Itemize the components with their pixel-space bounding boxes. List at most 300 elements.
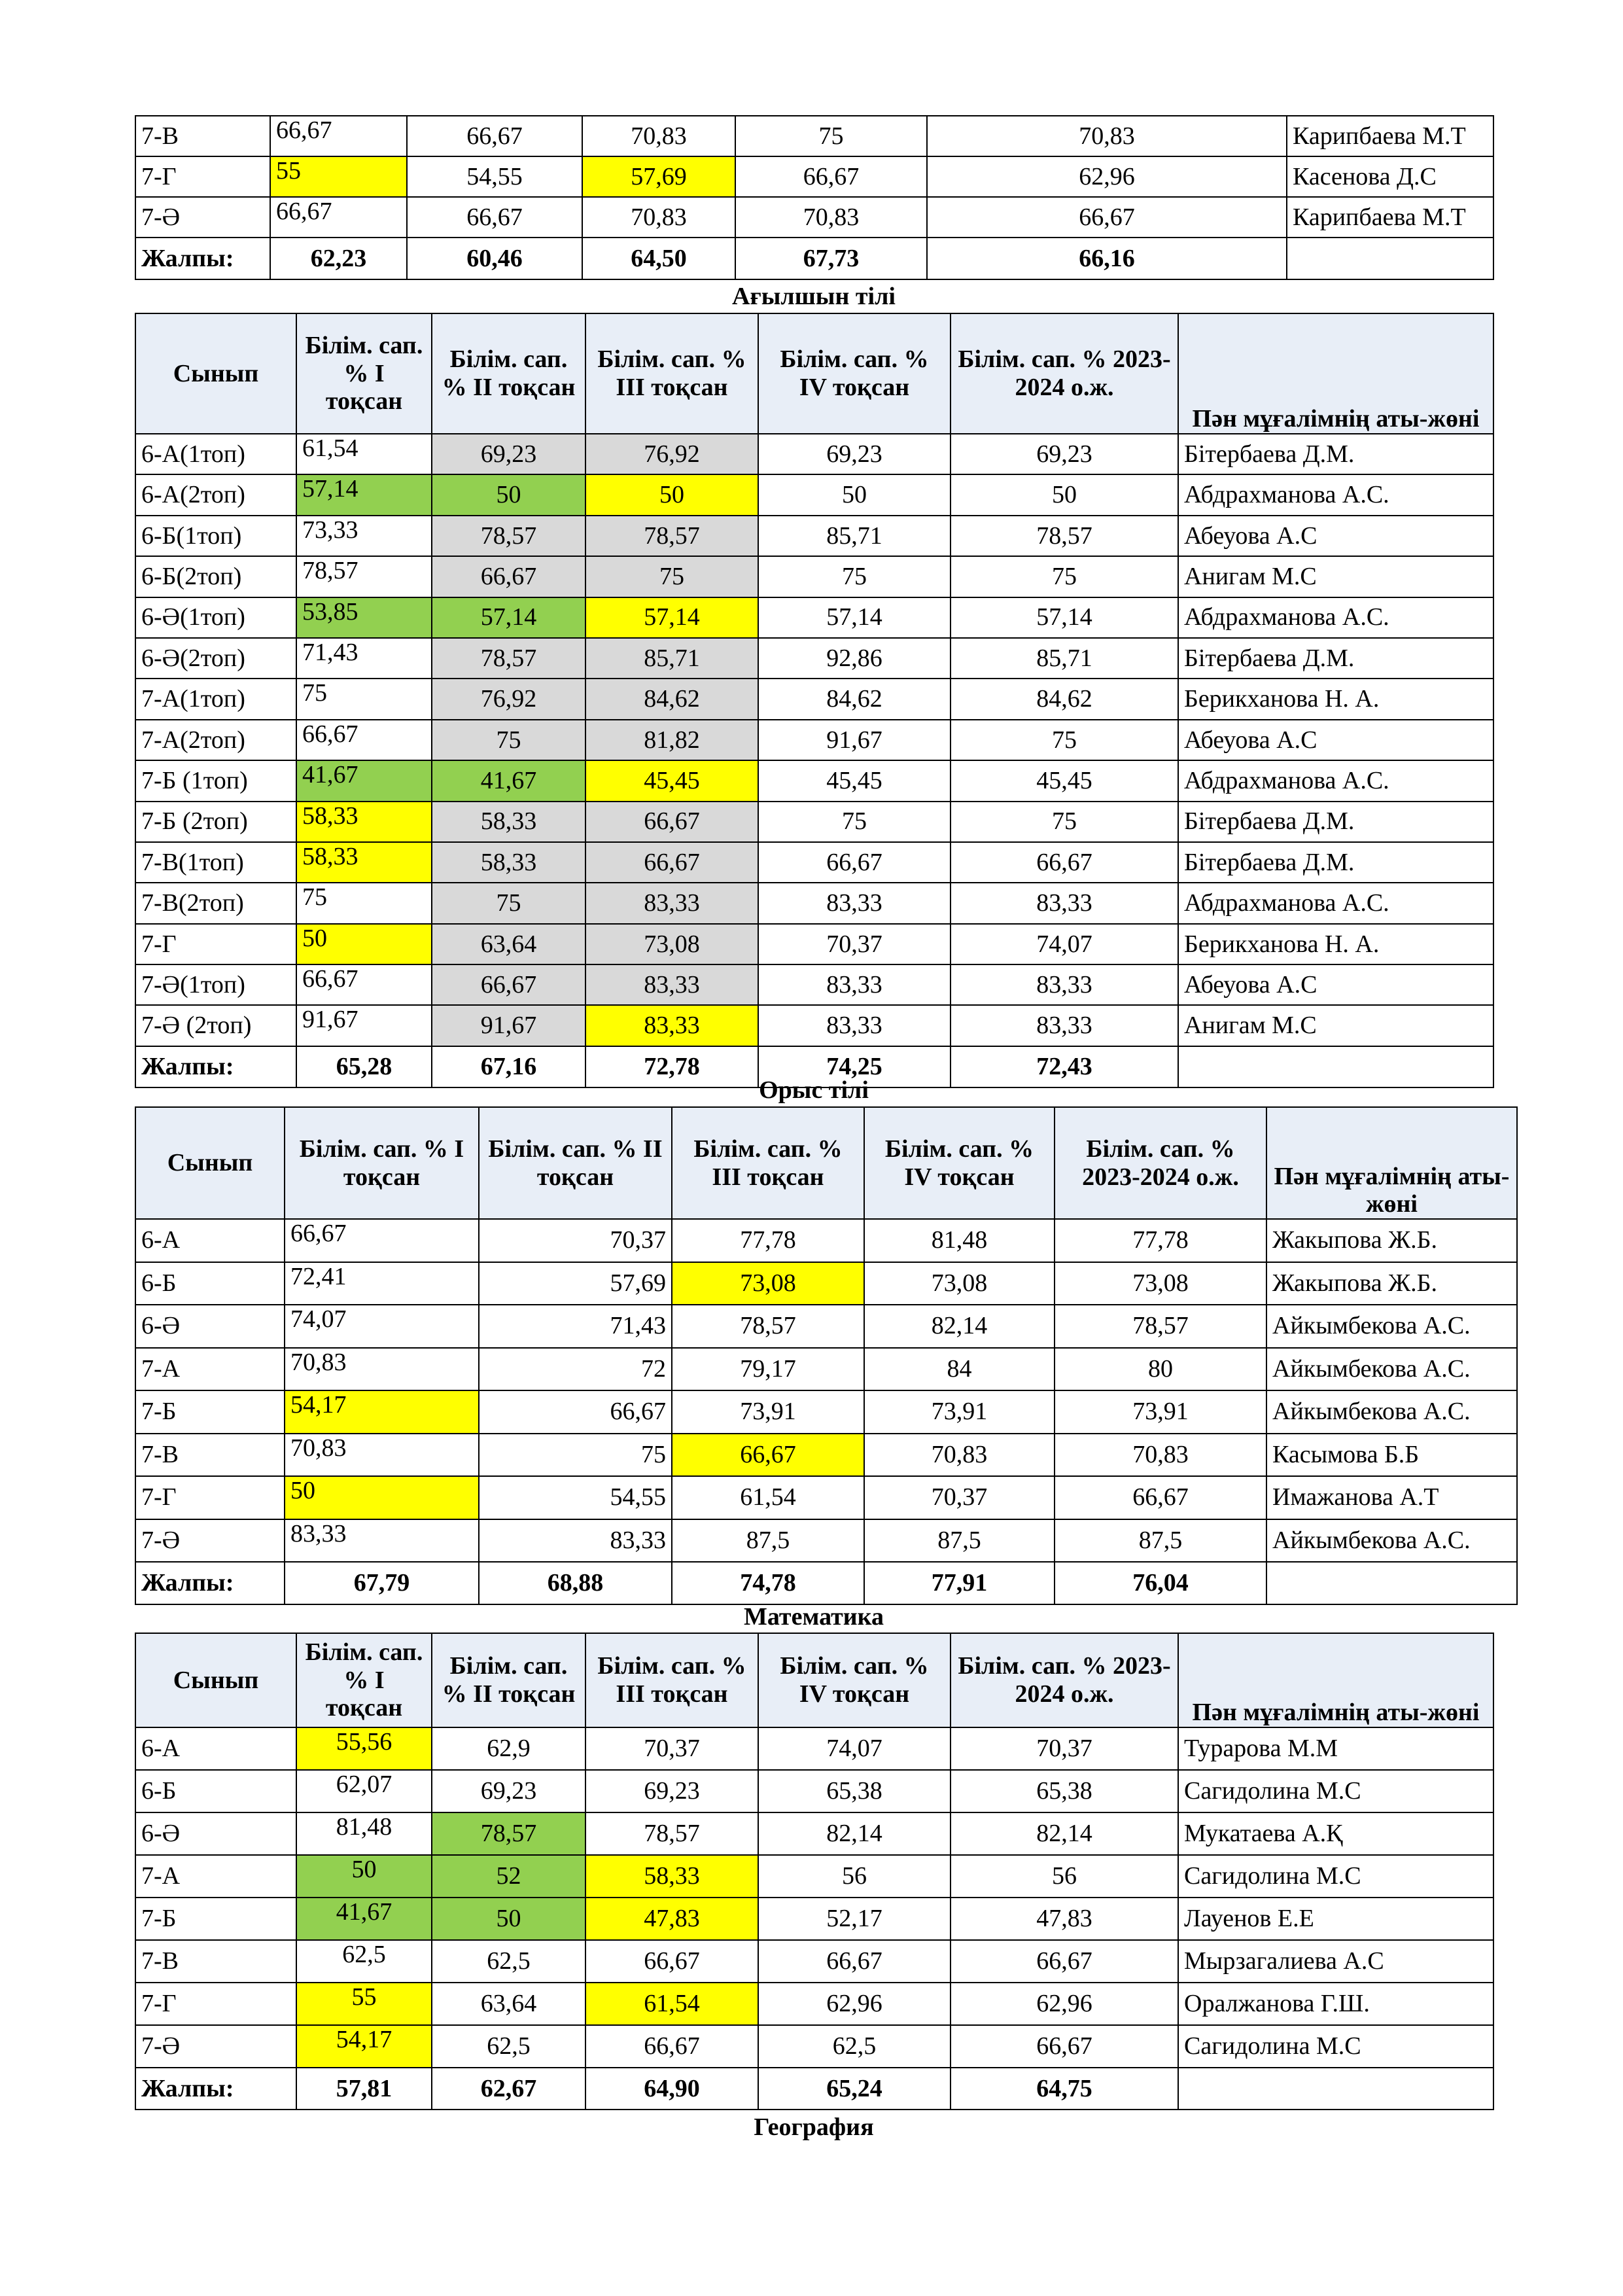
class-name-cell: 6-А xyxy=(135,1219,285,1262)
quality-value-cell: 58,33 xyxy=(585,1855,758,1898)
quality-value-cell: 70,83 xyxy=(927,116,1287,156)
quality-value-cell: 69,23 xyxy=(758,434,951,474)
column-header: Пән мұғалімнің аты-жөні xyxy=(1178,1633,1493,1727)
quality-value-cell: 72,41 xyxy=(285,1262,479,1305)
quality-value-cell: 63,64 xyxy=(432,1983,585,2025)
column-header: Білім. сап. % ІІІ тоқсан xyxy=(672,1107,864,1219)
quality-value-cell: 76,92 xyxy=(585,434,758,474)
quality-value-cell: 45,45 xyxy=(758,760,951,801)
table-row xyxy=(135,638,1493,679)
quality-value-cell: 83,33 xyxy=(758,964,951,1005)
teacher-name-cell: Анигам М.С xyxy=(1178,556,1493,597)
teacher-name-cell: Абеуова А.С xyxy=(1178,516,1493,556)
quality-value-cell: 66,67 xyxy=(407,197,582,238)
quality-value-cell: 66,67 xyxy=(296,720,432,760)
quality-value-cell: 66,67 xyxy=(951,2025,1178,2068)
quality-value-cell: 82,14 xyxy=(864,1305,1055,1348)
table-english xyxy=(135,313,1494,1088)
teacher-name-cell: Берикханова Н. А. xyxy=(1178,924,1493,964)
quality-value-cell: 58,33 xyxy=(296,802,432,842)
quality-value-cell: 70,37 xyxy=(758,924,951,964)
quality-value-cell: 66,67 xyxy=(758,1940,951,1983)
quality-value-cell: 54,17 xyxy=(296,2025,432,2068)
quality-value-cell: 54,55 xyxy=(407,156,582,197)
table-row xyxy=(135,720,1493,760)
quality-value-cell: 66,67 xyxy=(285,1219,479,1262)
teacher-name-cell: Оралжанова Г.Ш. xyxy=(1178,1983,1493,2025)
quality-value-cell: 79,17 xyxy=(672,1348,864,1391)
quality-value-cell: 50 xyxy=(296,924,432,964)
quality-value-cell: 75 xyxy=(432,883,585,923)
teacher-name-cell: Мырзагалиева А.С xyxy=(1178,1940,1493,1983)
quality-value-cell: 75 xyxy=(296,883,432,923)
quality-value-cell: 78,57 xyxy=(672,1305,864,1348)
quality-value-cell: 75 xyxy=(951,556,1178,597)
table-row xyxy=(135,1812,1493,1855)
quality-value-cell: 69,23 xyxy=(951,434,1178,474)
quality-value-cell: 50 xyxy=(432,1898,585,1940)
table-row xyxy=(135,474,1493,515)
quality-value-cell: 66,67 xyxy=(270,116,407,156)
quality-value-cell: 83,33 xyxy=(585,964,758,1005)
column-header: Білім. сап. % ІV тоқсан xyxy=(758,1633,951,1727)
quality-value-cell: 56 xyxy=(951,1855,1178,1898)
class-name-cell: 7-Г xyxy=(135,1476,285,1519)
total-label: Жалпы: xyxy=(135,1046,296,1087)
header-row xyxy=(135,1633,1493,1727)
quality-value-cell: 52,17 xyxy=(758,1898,951,1940)
teacher-name-cell: Бітербаева Д.М. xyxy=(1178,802,1493,842)
quality-value-cell: 85,71 xyxy=(758,516,951,556)
teacher-name-cell: Айкымбекова А.С. xyxy=(1266,1348,1517,1391)
quality-value-cell: 73,08 xyxy=(672,1262,864,1305)
quality-value-cell: 62,5 xyxy=(296,1940,432,1983)
quality-value-cell: 83,33 xyxy=(585,1005,758,1046)
teacher-name-cell: Айкымбекова А.С. xyxy=(1266,1519,1517,1563)
quality-value-cell: 83,33 xyxy=(585,883,758,923)
teacher-name-cell: Сагидолина М.С xyxy=(1178,1855,1493,1898)
column-header: Білім. сап. % 2023-2024 о.ж. xyxy=(951,1633,1178,1727)
total-value: 72,78 xyxy=(585,1046,758,1087)
class-name-cell: 6-А xyxy=(135,1727,296,1770)
class-name-cell: 7-В(1топ) xyxy=(135,842,296,883)
class-name-cell: 7-Б xyxy=(135,1390,285,1434)
quality-value-cell: 66,67 xyxy=(735,156,927,197)
class-name-cell: 7-А(2топ) xyxy=(135,720,296,760)
quality-value-cell: 41,67 xyxy=(296,1898,432,1940)
total-label: Жалпы: xyxy=(135,2068,296,2110)
total-value xyxy=(1287,238,1493,279)
quality-value-cell: 70,83 xyxy=(735,197,927,238)
table-row xyxy=(135,1983,1493,2025)
table-row xyxy=(135,1519,1517,1563)
quality-value-cell: 57,14 xyxy=(432,597,585,638)
quality-value-cell: 53,85 xyxy=(296,597,432,638)
column-header: Білім. сап. % І тоқсан xyxy=(285,1107,479,1219)
column-header: Білім. сап. % ІІ тоқсан xyxy=(432,1633,585,1727)
table-row xyxy=(135,1390,1517,1434)
teacher-name-cell: Касымова Б.Б xyxy=(1266,1434,1517,1477)
section-title-english: Ағылшын тілі xyxy=(732,283,896,310)
table-row xyxy=(135,802,1493,842)
class-name-cell: 7-А(1топ) xyxy=(135,679,296,719)
table-row xyxy=(135,760,1493,801)
teacher-name-cell: Лауенов Е.Е xyxy=(1178,1898,1493,1940)
quality-value-cell: 85,71 xyxy=(951,638,1178,679)
class-name-cell: 7-Г xyxy=(135,1983,296,2025)
quality-value-cell: 62,96 xyxy=(758,1983,951,2025)
quality-value-cell: 87,5 xyxy=(864,1519,1055,1563)
class-name-cell: 7-Г xyxy=(135,156,270,197)
table-row xyxy=(135,1219,1517,1262)
class-name-cell: 7-В xyxy=(135,1940,296,1983)
quality-value-cell: 75 xyxy=(296,679,432,719)
quality-value-cell: 71,43 xyxy=(296,638,432,679)
quality-value-cell: 78,57 xyxy=(585,1812,758,1855)
class-name-cell: 7-Ә xyxy=(135,2025,296,2068)
quality-value-cell: 83,33 xyxy=(758,1005,951,1046)
quality-value-cell: 54,17 xyxy=(285,1390,479,1434)
quality-value-cell: 78,57 xyxy=(1055,1305,1266,1348)
header-row xyxy=(135,1107,1517,1219)
quality-value-cell: 70,83 xyxy=(285,1434,479,1477)
quality-value-cell: 66,67 xyxy=(585,1940,758,1983)
quality-value-cell: 57,69 xyxy=(479,1262,672,1305)
total-value: 65,24 xyxy=(758,2068,951,2110)
quality-value-cell: 54,55 xyxy=(479,1476,672,1519)
table-row xyxy=(135,434,1493,474)
table-row xyxy=(135,1770,1493,1812)
teacher-name-cell: Абдрахманова А.С. xyxy=(1178,474,1493,515)
column-header: Сынып xyxy=(135,313,296,434)
table-row xyxy=(135,1940,1493,1983)
teacher-name-cell: Жакыпова Ж.Б. xyxy=(1266,1262,1517,1305)
total-value: 76,04 xyxy=(1055,1562,1266,1604)
quality-value-cell: 66,67 xyxy=(407,116,582,156)
quality-value-cell: 84 xyxy=(864,1348,1055,1391)
quality-value-cell: 74,07 xyxy=(951,924,1178,964)
table-row xyxy=(135,556,1493,597)
quality-value-cell: 66,67 xyxy=(1055,1476,1266,1519)
quality-value-cell: 70,83 xyxy=(864,1434,1055,1477)
quality-value-cell: 45,45 xyxy=(951,760,1178,801)
quality-value-cell: 41,67 xyxy=(432,760,585,801)
teacher-name-cell: Касенова Д.С xyxy=(1287,156,1493,197)
quality-value-cell: 50 xyxy=(285,1476,479,1519)
total-value: 67,79 xyxy=(285,1562,479,1604)
quality-value-cell: 73,91 xyxy=(672,1390,864,1434)
quality-value-cell: 71,43 xyxy=(479,1305,672,1348)
class-name-cell: 7-Г xyxy=(135,924,296,964)
quality-value-cell: 73,91 xyxy=(1055,1390,1266,1434)
total-value: 74,25 xyxy=(758,1046,951,1087)
quality-value-cell: 62,96 xyxy=(927,156,1287,197)
column-header: Пән мұғалімнің аты-жөні xyxy=(1266,1107,1517,1219)
quality-value-cell: 85,71 xyxy=(585,638,758,679)
quality-value-cell: 62,5 xyxy=(432,1940,585,1983)
quality-value-cell: 75 xyxy=(758,556,951,597)
quality-value-cell: 70,37 xyxy=(864,1476,1055,1519)
section-title-geography: География xyxy=(754,2113,874,2141)
column-header: Білім. сап. % ІV тоқсан xyxy=(758,313,951,434)
quality-value-cell: 58,33 xyxy=(432,802,585,842)
total-label: Жалпы: xyxy=(135,1562,285,1604)
quality-value-cell: 55,56 xyxy=(296,1727,432,1770)
total-value: 64,50 xyxy=(582,238,735,279)
quality-value-cell: 57,69 xyxy=(582,156,735,197)
quality-value-cell: 57,14 xyxy=(296,474,432,515)
total-value: 64,75 xyxy=(951,2068,1178,2110)
class-name-cell: 7-В xyxy=(135,1434,285,1477)
teacher-name-cell: Бітербаева Д.М. xyxy=(1178,842,1493,883)
column-header: Білім. сап. % ІІ тоқсан xyxy=(479,1107,672,1219)
quality-value-cell: 65,38 xyxy=(758,1770,951,1812)
quality-value-cell: 84,62 xyxy=(585,679,758,719)
total-row xyxy=(135,2068,1493,2110)
quality-value-cell: 50 xyxy=(758,474,951,515)
class-name-cell: 7-В(2топ) xyxy=(135,883,296,923)
class-name-cell: 6-Б(1топ) xyxy=(135,516,296,556)
table-row xyxy=(135,1005,1493,1046)
quality-value-cell: 52 xyxy=(432,1855,585,1898)
quality-value-cell: 70,37 xyxy=(479,1219,672,1262)
class-name-cell: 6-А(2топ) xyxy=(135,474,296,515)
total-value: 67,73 xyxy=(735,238,927,279)
quality-value-cell: 78,57 xyxy=(432,516,585,556)
quality-value-cell: 70,37 xyxy=(951,1727,1178,1770)
table-row xyxy=(135,1348,1517,1391)
quality-value-cell: 65,38 xyxy=(951,1770,1178,1812)
quality-value-cell: 61,54 xyxy=(585,1983,758,2025)
quality-value-cell: 57,14 xyxy=(585,597,758,638)
quality-value-cell: 66,67 xyxy=(758,842,951,883)
class-name-cell: 7-Ә(1топ) xyxy=(135,964,296,1005)
quality-value-cell: 70,83 xyxy=(285,1348,479,1391)
class-name-cell: 7-В xyxy=(135,116,270,156)
quality-value-cell: 81,82 xyxy=(585,720,758,760)
table-mathematics xyxy=(135,1633,1494,2110)
quality-value-cell: 73,08 xyxy=(1055,1262,1266,1305)
teacher-name-cell: Абдрахманова А.С. xyxy=(1178,883,1493,923)
quality-value-cell: 66,67 xyxy=(951,842,1178,883)
quality-value-cell: 82,14 xyxy=(758,1812,951,1855)
quality-value-cell: 70,83 xyxy=(1055,1434,1266,1477)
quality-value-cell: 74,07 xyxy=(285,1305,479,1348)
table-row xyxy=(135,197,1493,238)
class-name-cell: 6-А(1топ) xyxy=(135,434,296,474)
teacher-name-cell: Карипбаева М.Т xyxy=(1287,116,1493,156)
quality-value-cell: 66,67 xyxy=(585,2025,758,2068)
quality-value-cell: 75 xyxy=(758,802,951,842)
table-row xyxy=(135,964,1493,1005)
quality-value-cell: 91,67 xyxy=(432,1005,585,1046)
table-row xyxy=(135,1898,1493,1940)
teacher-name-cell: Турарова М.М xyxy=(1178,1727,1493,1770)
quality-value-cell: 78,57 xyxy=(432,638,585,679)
teacher-name-cell: Абдрахманова А.С. xyxy=(1178,760,1493,801)
quality-value-cell: 87,5 xyxy=(1055,1519,1266,1563)
quality-value-cell: 41,67 xyxy=(296,760,432,801)
total-value: 64,90 xyxy=(585,2068,758,2110)
class-name-cell: 7-Б xyxy=(135,1898,296,1940)
teacher-name-cell: Абдрахманова А.С. xyxy=(1178,597,1493,638)
quality-value-cell: 66,67 xyxy=(270,197,407,238)
table-row xyxy=(135,156,1493,197)
table-russian xyxy=(135,1106,1518,1605)
quality-value-cell: 55 xyxy=(270,156,407,197)
quality-value-cell: 66,67 xyxy=(432,964,585,1005)
section-title-russian: Орыс тілі xyxy=(759,1076,869,1104)
quality-value-cell: 75 xyxy=(735,116,927,156)
quality-value-cell: 62,07 xyxy=(296,1770,432,1812)
quality-value-cell: 63,64 xyxy=(432,924,585,964)
quality-value-cell: 73,91 xyxy=(864,1390,1055,1434)
quality-value-cell: 78,57 xyxy=(951,516,1178,556)
total-label: Жалпы: xyxy=(135,238,270,279)
quality-value-cell: 83,33 xyxy=(951,883,1178,923)
quality-value-cell: 70,83 xyxy=(582,116,735,156)
table-row xyxy=(135,1305,1517,1348)
quality-value-cell: 62,96 xyxy=(951,1983,1178,2025)
quality-value-cell: 56 xyxy=(758,1855,951,1898)
quality-value-cell: 92,86 xyxy=(758,638,951,679)
quality-value-cell: 87,5 xyxy=(672,1519,864,1563)
total-value: 77,91 xyxy=(864,1562,1055,1604)
quality-value-cell: 70,83 xyxy=(582,197,735,238)
quality-value-cell: 83,33 xyxy=(951,1005,1178,1046)
quality-value-cell: 78,57 xyxy=(296,556,432,597)
quality-value-cell: 91,67 xyxy=(296,1005,432,1046)
quality-value-cell: 80 xyxy=(1055,1348,1266,1391)
quality-value-cell: 75 xyxy=(479,1434,672,1477)
table-row xyxy=(135,1476,1517,1519)
quality-value-cell: 75 xyxy=(951,802,1178,842)
teacher-name-cell: Жакыпова Ж.Б. xyxy=(1266,1219,1517,1262)
column-header: Білім. сап. % ІV тоқсан xyxy=(864,1107,1055,1219)
column-header: Пән мұғалімнің аты-жөні xyxy=(1178,313,1493,434)
quality-value-cell: 72 xyxy=(479,1348,672,1391)
total-row xyxy=(135,1562,1517,1604)
teacher-name-cell: Сагидолина М.С xyxy=(1178,2025,1493,2068)
quality-value-cell: 91,67 xyxy=(758,720,951,760)
quality-value-cell: 77,78 xyxy=(672,1219,864,1262)
column-header: Білім. сап. % ІІІ тоқсан xyxy=(585,1633,758,1727)
total-value: 62,67 xyxy=(432,2068,585,2110)
class-name-cell: 7-Ә xyxy=(135,1519,285,1563)
total-value: 60,46 xyxy=(407,238,582,279)
quality-value-cell: 62,5 xyxy=(758,2025,951,2068)
quality-value-cell: 61,54 xyxy=(672,1476,864,1519)
class-name-cell: 7-А xyxy=(135,1855,296,1898)
quality-value-cell: 66,67 xyxy=(585,802,758,842)
quality-value-cell: 62,9 xyxy=(432,1727,585,1770)
quality-value-cell: 50 xyxy=(585,474,758,515)
quality-value-cell: 77,78 xyxy=(1055,1219,1266,1262)
total-value: 68,88 xyxy=(479,1562,672,1604)
table-continuation xyxy=(135,115,1494,280)
teacher-name-cell: Мукатаева А.Қ xyxy=(1178,1812,1493,1855)
total-row xyxy=(135,238,1493,279)
table-row xyxy=(135,516,1493,556)
teacher-name-cell: Анигам М.С xyxy=(1178,1005,1493,1046)
quality-value-cell: 73,08 xyxy=(864,1262,1055,1305)
quality-value-cell: 69,23 xyxy=(432,1770,585,1812)
quality-value-cell: 81,48 xyxy=(296,1812,432,1855)
total-value: 72,43 xyxy=(951,1046,1178,1087)
teacher-name-cell: Айкымбекова А.С. xyxy=(1266,1390,1517,1434)
quality-value-cell: 66,67 xyxy=(432,556,585,597)
total-value: 65,28 xyxy=(296,1046,432,1087)
quality-value-cell: 83,33 xyxy=(479,1519,672,1563)
quality-value-cell: 75 xyxy=(585,556,758,597)
table-row xyxy=(135,1434,1517,1477)
quality-value-cell: 50 xyxy=(951,474,1178,515)
quality-value-cell: 66,67 xyxy=(672,1434,864,1477)
quality-value-cell: 84,62 xyxy=(758,679,951,719)
quality-value-cell: 66,67 xyxy=(479,1390,672,1434)
total-value xyxy=(1178,2068,1493,2110)
column-header: Білім. сап. % ІІІ тоқсан xyxy=(585,313,758,434)
class-name-cell: 7-Б (1топ) xyxy=(135,760,296,801)
quality-value-cell: 75 xyxy=(432,720,585,760)
quality-value-cell: 47,83 xyxy=(585,1898,758,1940)
column-header: Білім. сап. % І тоқсан xyxy=(296,313,432,434)
teacher-name-cell: Абеуова А.С xyxy=(1178,720,1493,760)
quality-value-cell: 70,37 xyxy=(585,1727,758,1770)
table-row xyxy=(135,883,1493,923)
quality-value-cell: 69,23 xyxy=(585,1770,758,1812)
column-header: Білім. сап. % 2023-2024 о.ж. xyxy=(1055,1107,1266,1219)
quality-value-cell: 66,67 xyxy=(296,964,432,1005)
class-name-cell: 6-Ә xyxy=(135,1812,296,1855)
class-name-cell: 7-Ә xyxy=(135,197,270,238)
teacher-name-cell: Берикханова Н. А. xyxy=(1178,679,1493,719)
quality-value-cell: 75 xyxy=(951,720,1178,760)
quality-value-cell: 83,33 xyxy=(285,1519,479,1563)
class-name-cell: 7-А xyxy=(135,1348,285,1391)
column-header: Білім. сап. % ІІ тоқсан xyxy=(432,313,585,434)
table-row xyxy=(135,116,1493,156)
quality-value-cell: 83,33 xyxy=(951,964,1178,1005)
quality-value-cell: 58,33 xyxy=(432,842,585,883)
total-value: 57,81 xyxy=(296,2068,432,2110)
column-header: Білім. сап. % 2023-2024 о.ж. xyxy=(951,313,1178,434)
table-row xyxy=(135,597,1493,638)
quality-value-cell: 55 xyxy=(296,1983,432,2025)
column-header: Сынып xyxy=(135,1107,285,1219)
teacher-name-cell: Айкымбекова А.С. xyxy=(1266,1305,1517,1348)
quality-value-cell: 47,83 xyxy=(951,1898,1178,1940)
quality-value-cell: 66,67 xyxy=(951,1940,1178,1983)
table-row xyxy=(135,679,1493,719)
total-value: 66,16 xyxy=(927,238,1287,279)
class-name-cell: 7-Б (2топ) xyxy=(135,802,296,842)
class-name-cell: 7-Ә (2топ) xyxy=(135,1005,296,1046)
class-name-cell: 6-Ә(1топ) xyxy=(135,597,296,638)
total-value: 62,23 xyxy=(270,238,407,279)
column-header: Білім. сап. % І тоқсан xyxy=(296,1633,432,1727)
quality-value-cell: 50 xyxy=(296,1855,432,1898)
quality-value-cell: 50 xyxy=(432,474,585,515)
teacher-name-cell: Имажанова А.Т xyxy=(1266,1476,1517,1519)
quality-value-cell: 73,33 xyxy=(296,516,432,556)
teacher-name-cell: Карипбаева М.Т xyxy=(1287,197,1493,238)
class-name-cell: 6-Ә(2топ) xyxy=(135,638,296,679)
quality-value-cell: 78,57 xyxy=(585,516,758,556)
quality-value-cell: 82,14 xyxy=(951,1812,1178,1855)
table-row xyxy=(135,1262,1517,1305)
teacher-name-cell: Абеуова А.С xyxy=(1178,964,1493,1005)
